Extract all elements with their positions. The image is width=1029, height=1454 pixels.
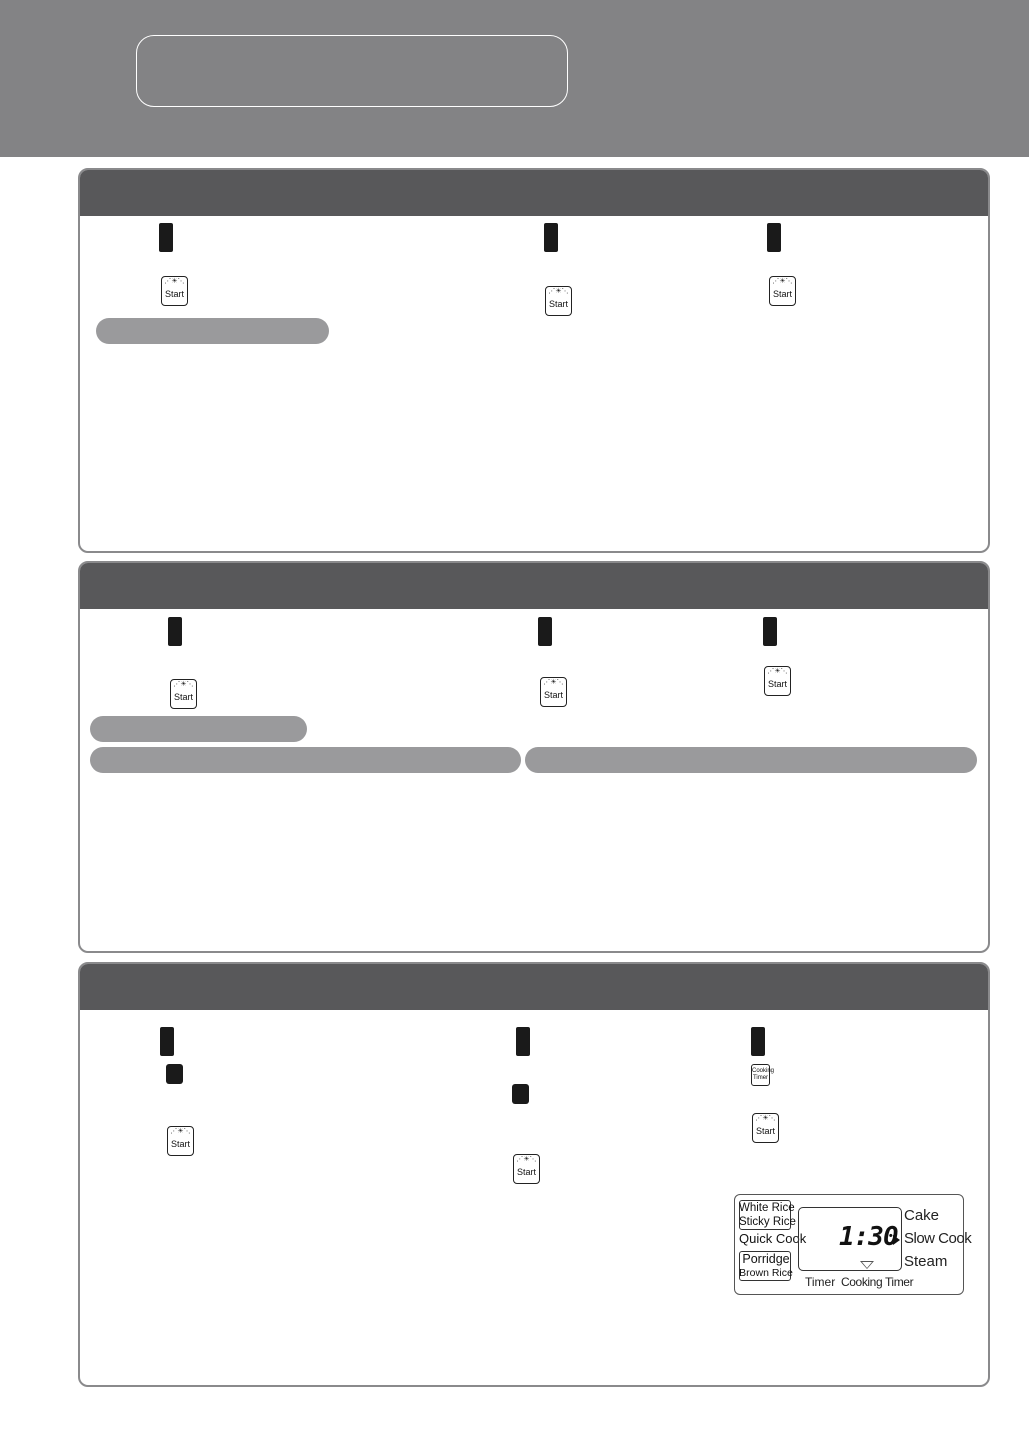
step-marker-1 [168,617,182,646]
panel-1-header [80,170,988,216]
panel-2-header [80,563,988,609]
start-button[interactable]: ⋰☀⋱ Start [769,276,796,306]
light-icon: ⋰☀⋱ [543,678,564,686]
mode-label-brown-rice: Brown Rice [739,1267,793,1279]
timer-label: Timer [805,1275,836,1289]
start-button[interactable]: ⋰☀⋱ Start [170,679,197,709]
mode-label-quick-cook: Quick Cook [739,1231,807,1246]
cooking-timer-button[interactable]: Cooking Timer [751,1064,770,1086]
mode-label-cake: Cake [904,1207,940,1224]
start-button[interactable]: ⋰☀⋱ Start [167,1126,194,1156]
light-icon: ⋰☀⋱ [772,277,793,285]
light-icon: ⋰☀⋱ [767,667,788,675]
start-button[interactable]: ⋰☀⋱ Start [545,286,572,316]
step-marker-1 [160,1027,174,1056]
panel-1 [78,168,990,553]
mode-label-sticky-rice: Sticky Rice [739,1216,796,1228]
title-box [136,35,568,107]
step-marker-3 [767,223,781,252]
column-pill-left [90,747,521,773]
section-pill [90,716,307,742]
step-marker-1 [159,223,173,252]
start-button[interactable]: ⋰☀⋱ Start [764,666,791,696]
step-marker-3 [751,1027,765,1056]
light-icon: ⋰☀⋱ [548,287,569,295]
light-icon: ⋰☀⋱ [164,277,185,285]
panel-3-header [80,964,988,1010]
start-button[interactable]: ⋰☀⋱ Start [161,276,188,306]
selection-arrow-icon [893,1235,900,1245]
sub-marker [512,1084,529,1104]
time-readout: 1:30 [839,1222,898,1252]
mode-label-steam: Steam [904,1253,948,1270]
column-pill-right [525,747,977,773]
light-icon: ⋰☀⋱ [755,1114,776,1122]
step-marker-2 [544,223,558,252]
step-marker-3 [763,617,777,646]
cooking-timer-label: Cooking Timer [841,1275,914,1289]
start-button[interactable]: ⋰☀⋱ Start [513,1154,540,1184]
light-icon: ⋰☀⋱ [516,1155,537,1163]
step-marker-2 [516,1027,530,1056]
sub-marker [166,1064,183,1084]
step-marker-2 [538,617,552,646]
start-button[interactable]: ⋰☀⋱ Start [540,677,567,707]
control-panel-display [734,1194,972,1295]
lcd-screen [798,1207,902,1271]
section-pill [96,318,329,344]
light-icon: ⋰☀⋱ [170,1127,191,1135]
light-icon: ⋰☀⋱ [173,680,194,688]
mode-label-porridge: Porridge [742,1252,790,1266]
mode-label-white-rice: White Rice [739,1202,795,1214]
start-button[interactable]: ⋰☀⋱ Start [752,1113,779,1143]
mode-label-slow-cook: Slow Cook [904,1230,972,1247]
